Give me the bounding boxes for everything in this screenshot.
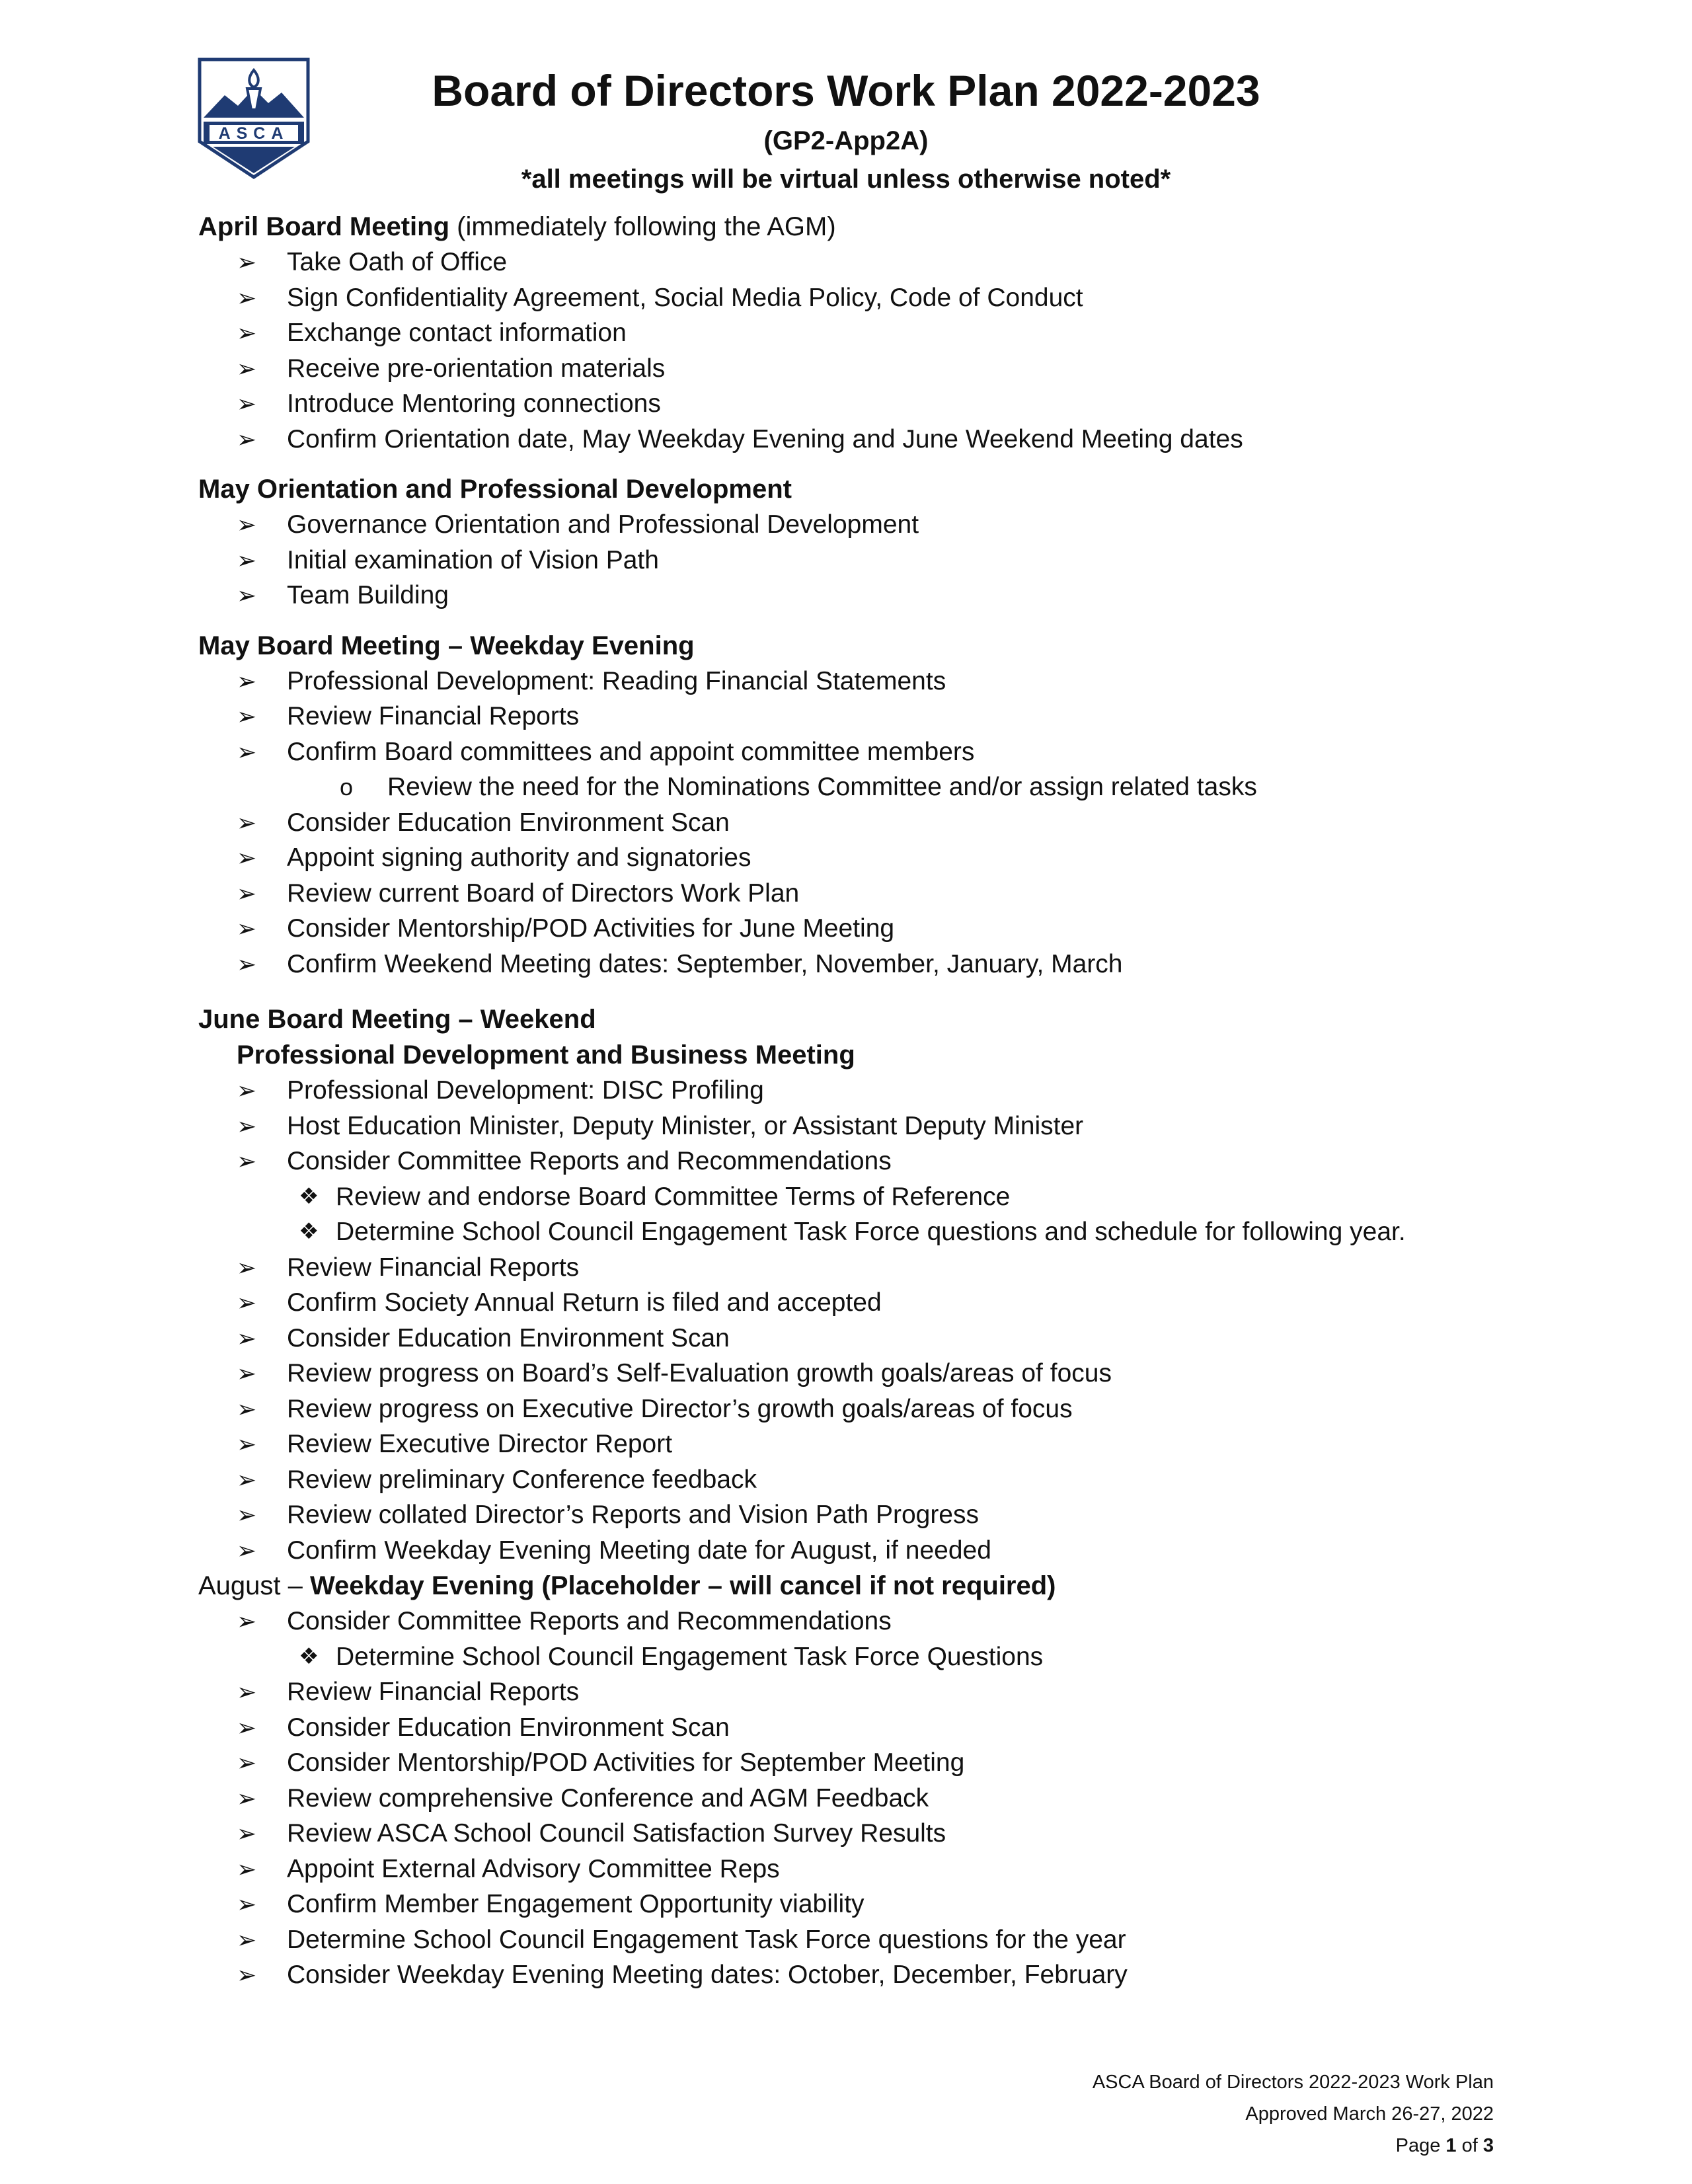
document-header — [344, 63, 1348, 198]
arrow-bullet-icon: ➢ — [237, 1608, 257, 1635]
list-item — [198, 699, 1520, 734]
list-item-text: Review preliminary Conference feedback — [287, 1465, 757, 1494]
list-item — [198, 1285, 1520, 1321]
arrow-bullet-icon: ➢ — [237, 1891, 257, 1918]
arrow-bullet-icon: ➢ — [237, 1148, 257, 1175]
list-item — [198, 1144, 1520, 1179]
asca-logo — [197, 57, 311, 180]
list-item-text: Consider Committee Reports and Recommendations — [287, 1147, 892, 1175]
list-item-text: Review Financial Reports — [287, 1678, 580, 1706]
item-list — [198, 664, 1520, 982]
arrow-bullet-icon: ➢ — [237, 1077, 257, 1104]
document-title: Board of Directors Work Plan 2022-2023 — [432, 66, 1260, 115]
arrow-bullet-icon: ➢ — [237, 546, 257, 574]
arrow-bullet-icon: ➢ — [237, 1289, 257, 1316]
arrow-bullet-icon: ➢ — [237, 950, 257, 978]
list-item-text: Determine School Council Engagement Task Force questions for the year — [287, 1925, 1126, 1954]
list-item-text: Review ASCA School Council Satisfaction Survey Results — [287, 1819, 946, 1848]
arrow-bullet-icon: ➢ — [237, 1749, 257, 1776]
arrow-bullet-icon: ➢ — [237, 319, 257, 346]
footer-document-name: ASCA Board of Directors 2022-2023 Work Plan — [1092, 2072, 1494, 2093]
list-item — [198, 1109, 1520, 1144]
section-may-board-meeting — [198, 628, 1520, 982]
list-item-text: Determine School Council Engagement Task Force questions and schedule for following year. — [336, 1218, 1406, 1246]
arrow-bullet-icon: ➢ — [237, 582, 257, 609]
list-item-text: Consider Committee Reports and Recommendations — [287, 1607, 892, 1635]
list-item-text: Confirm Weekend Meeting dates: September, November, January, March — [287, 949, 1123, 978]
list-item — [198, 315, 1520, 351]
list-item — [198, 734, 1520, 770]
list-item-text: Review and endorse Board Committee Terms of Reference — [336, 1182, 1011, 1211]
list-item — [198, 1321, 1520, 1356]
section-title — [198, 1001, 1520, 1037]
list-item — [198, 1356, 1520, 1391]
list-item — [198, 351, 1520, 387]
list-item — [198, 805, 1520, 841]
arrow-bullet-icon: ➢ — [237, 284, 257, 311]
section-title — [198, 471, 1520, 507]
section-title-bold: May Orientation and Professional Development — [198, 475, 792, 504]
arrow-bullet-icon: ➢ — [237, 667, 257, 695]
section-title — [198, 209, 1520, 245]
list-item — [198, 1391, 1520, 1427]
list-item-text: Appoint signing authority and signatories — [287, 843, 751, 872]
list-item — [198, 1852, 1520, 1887]
section-title-bold: May Board Meeting – Weekday Evening — [198, 631, 695, 660]
list-item — [198, 1745, 1520, 1781]
arrow-bullet-icon: ➢ — [237, 1926, 257, 1953]
list-item — [198, 947, 1520, 982]
document-code: (GP2-App2A) — [763, 126, 929, 155]
arrow-bullet-icon: ➢ — [237, 879, 257, 907]
arrow-bullet-icon: ➢ — [237, 1820, 257, 1847]
arrow-bullet-icon: ➢ — [237, 425, 257, 453]
section-april-board-meeting — [198, 209, 1520, 457]
list-item — [198, 1922, 1520, 1958]
section-title-bold: June Board Meeting – Weekend — [198, 1005, 596, 1034]
list-item-text: Consider Education Environment Scan — [287, 1323, 730, 1352]
list-item — [198, 1781, 1520, 1816]
arrow-bullet-icon: ➢ — [237, 915, 257, 942]
list-item-text: Consider Education Environment Scan — [287, 808, 730, 837]
page-number — [1093, 2130, 1494, 2162]
list-item-text: Appoint External Advisory Committee Reps — [287, 1854, 780, 1883]
page-current: 1 — [1445, 2135, 1457, 2156]
list-item — [198, 1250, 1520, 1286]
list-item-text: Review Financial Reports — [287, 702, 580, 730]
list-item — [198, 1497, 1520, 1533]
section-june-board-meeting — [198, 1001, 1520, 1568]
diamond-bullet-icon: ❖ — [299, 1643, 319, 1669]
arrow-bullet-icon: ➢ — [237, 1324, 257, 1352]
arrow-bullet-icon: ➢ — [237, 1678, 257, 1705]
list-item-text: Exchange contact information — [287, 319, 627, 347]
arrow-bullet-icon: ➢ — [237, 1855, 257, 1883]
page-footer — [1093, 2066, 1494, 2162]
list-item — [198, 1957, 1520, 1993]
list-item — [198, 840, 1520, 876]
arrow-bullet-icon: ➢ — [237, 703, 257, 730]
work-plan-content — [198, 209, 1520, 1993]
list-item-text: Take Oath of Office — [287, 248, 508, 276]
list-item — [198, 911, 1520, 947]
arrow-bullet-icon: ➢ — [237, 1395, 257, 1423]
list-item-text: Review progress on Executive Director’s growth goals/areas of focus — [287, 1394, 1073, 1423]
list-item-text: Professional Development: Reading Financial Statements — [287, 666, 946, 695]
item-list — [198, 1604, 1520, 1993]
section-subtitle: Professional Development and Business Meeting — [237, 1040, 855, 1070]
arrow-bullet-icon: ➢ — [237, 1784, 257, 1812]
arrow-bullet-icon: ➢ — [237, 1501, 257, 1528]
page-of: of — [1456, 2135, 1483, 2156]
section-title — [198, 1568, 1520, 1604]
list-item — [198, 1604, 1520, 1639]
list-item — [198, 1426, 1520, 1462]
list-item — [198, 1462, 1520, 1498]
list-item-text: Consider Mentorship/POD Activities for September Meeting — [287, 1748, 965, 1777]
logo-text: ASCA — [218, 124, 289, 143]
list-sub-item — [198, 769, 1520, 805]
arrow-bullet-icon: ➢ — [237, 1961, 257, 1988]
footer-approval-date: Approved March 26-27, 2022 — [1245, 2103, 1494, 2125]
list-item-text: Receive pre-orientation materials — [287, 354, 666, 383]
arrow-bullet-icon: ➢ — [237, 1465, 257, 1493]
list-item — [198, 1816, 1520, 1852]
list-item — [198, 578, 1520, 613]
list-item-text: Confirm Member Engagement Opportunity viability — [287, 1890, 865, 1918]
section-title-bold: Weekday Evening (Placeholder – will cancel if not required) — [310, 1571, 1056, 1600]
list-item-text: Review collated Director’s Reports and Vision Path Progress — [287, 1501, 980, 1529]
list-item-text: Confirm Weekday Evening Meeting date for August, if needed — [287, 1536, 991, 1565]
list-item-text: Review comprehensive Conference and AGM Feedback — [287, 1783, 929, 1813]
arrow-bullet-icon: ➢ — [237, 1360, 257, 1387]
item-list — [198, 1073, 1520, 1568]
torch-icon — [247, 70, 260, 110]
section-title-bold: April Board Meeting — [198, 212, 450, 241]
section-august-weekday-evening — [198, 1568, 1520, 1993]
list-item-text: Consider Mentorship/POD Activities for June Meeting — [287, 914, 895, 943]
list-item-text: Initial examination of Vision Path — [287, 545, 659, 574]
list-item — [198, 422, 1520, 457]
list-item — [198, 1073, 1520, 1109]
list-item-text: Introduce Mentoring connections — [287, 389, 661, 418]
list-item — [198, 543, 1520, 578]
arrow-bullet-icon: ➢ — [237, 1430, 257, 1458]
diamond-bullet-icon: ❖ — [299, 1219, 319, 1244]
arrow-bullet-icon: ➢ — [237, 808, 257, 836]
list-item-text: Determine School Council Engagement Task Force Questions — [336, 1642, 1044, 1671]
section-title-rest: (immediately following the AGM) — [449, 212, 836, 241]
arrow-bullet-icon: ➢ — [237, 511, 257, 538]
arrow-bullet-icon: ➢ — [237, 1536, 257, 1564]
list-item-text: Sign Confidentiality Agreement, Social Media Policy, Code of Conduct — [287, 283, 1083, 312]
list-item-text: Team Building — [287, 581, 449, 609]
list-item — [198, 876, 1520, 912]
list-item-text: Confirm Board committees and appoint committee members — [287, 737, 975, 766]
arrow-bullet-icon: ➢ — [237, 354, 257, 382]
arrow-bullet-icon: ➢ — [237, 1713, 257, 1741]
list-item-text: Review Financial Reports — [287, 1253, 580, 1282]
arrow-bullet-icon: ➢ — [237, 390, 257, 417]
list-item-text: Consider Education Environment Scan — [287, 1713, 730, 1742]
list-item — [198, 664, 1520, 699]
list-item-text: Consider Weekday Evening Meeting dates: October, December, February — [287, 1961, 1128, 1989]
arrow-bullet-icon: ➢ — [237, 738, 257, 765]
list-item-text: Confirm Society Annual Return is filed and accepted — [287, 1288, 882, 1317]
list-item — [198, 1674, 1520, 1710]
list-item-text: Confirm Orientation date, May Weekday Evening and June Weekend Meeting dates — [287, 424, 1243, 453]
list-item — [198, 280, 1520, 316]
arrow-bullet-icon: ➢ — [237, 249, 257, 276]
section-title-plain: August – — [198, 1571, 311, 1600]
arrow-bullet-icon: ➢ — [237, 844, 257, 871]
list-item — [198, 1887, 1520, 1922]
list-item-text: Review current Board of Directors Work Plan — [287, 878, 800, 908]
list-item — [198, 507, 1520, 543]
list-item-text: Review progress on Board’s Self-Evaluation growth goals/areas of focus — [287, 1359, 1112, 1387]
list-item-text: Review Executive Director Report — [287, 1430, 673, 1458]
list-item — [198, 386, 1520, 422]
circle-bullet-icon: o — [340, 773, 354, 800]
section-title — [198, 628, 1520, 664]
list-item — [198, 1533, 1520, 1569]
item-list — [198, 507, 1520, 613]
list-item-text: Governance Orientation and Professional Development — [287, 510, 919, 539]
list-sub-item — [198, 1214, 1520, 1250]
virtual-meetings-note: *all meetings will be virtual unless otherwise noted* — [521, 165, 1171, 194]
list-item — [198, 1710, 1520, 1746]
list-sub-item — [198, 1179, 1520, 1215]
section-may-orientation — [198, 471, 1520, 613]
arrow-bullet-icon: ➢ — [237, 1253, 257, 1281]
list-sub-item — [198, 1639, 1520, 1675]
diamond-bullet-icon: ❖ — [299, 1183, 319, 1209]
page-total: 3 — [1482, 2135, 1494, 2156]
arrow-bullet-icon: ➢ — [237, 1112, 257, 1140]
item-list — [198, 245, 1520, 457]
list-item-text: Professional Development: DISC Profiling — [287, 1076, 764, 1105]
list-item-text: Host Education Minister, Deputy Minister, or Assistant Deputy Minister — [287, 1111, 1084, 1140]
page-prefix: Page — [1395, 2135, 1446, 2156]
list-item-text: Review the need for the Nominations Committee and/or assign related tasks — [387, 773, 1257, 801]
list-item — [198, 245, 1520, 280]
